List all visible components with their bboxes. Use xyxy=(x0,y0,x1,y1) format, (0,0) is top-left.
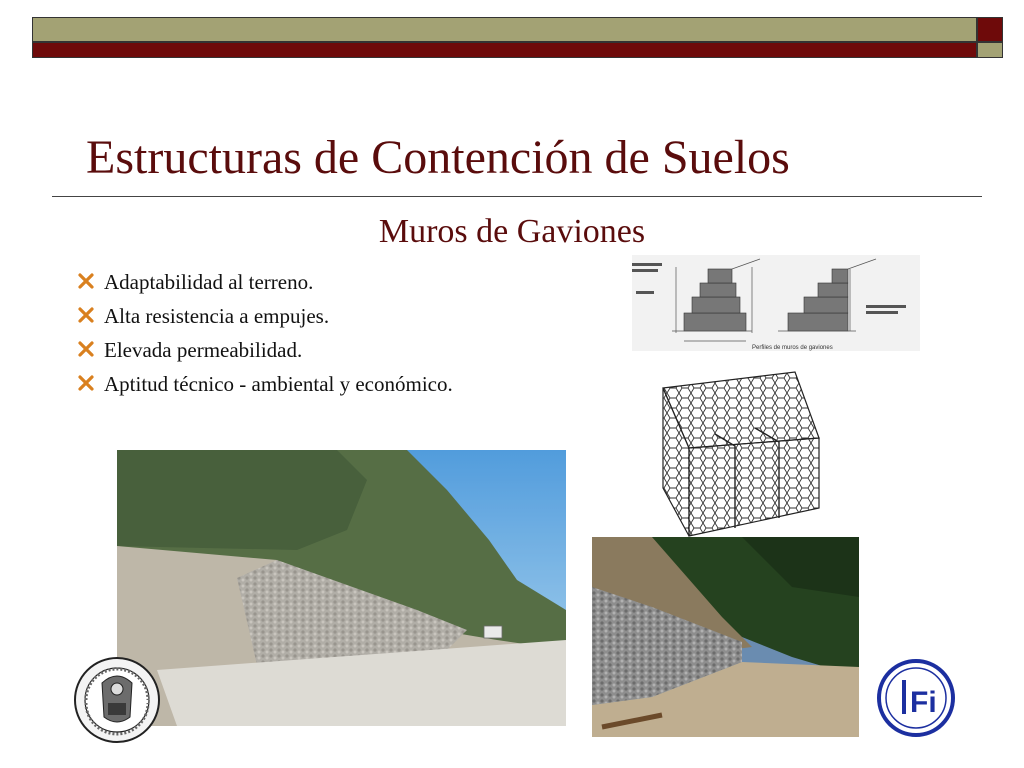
x-bullet-icon xyxy=(78,338,104,363)
header-square-red xyxy=(977,17,1003,42)
header-square-olive xyxy=(977,42,1003,58)
list-item xyxy=(78,333,453,367)
bullet-text: Alta resistencia a empujes. xyxy=(104,303,330,328)
bullet-text: Aptitud técnico - ambiental y económico. xyxy=(104,371,453,396)
x-bullet-icon xyxy=(78,270,104,295)
bullet-text: Elevada permeabilidad. xyxy=(104,337,303,362)
title-divider xyxy=(52,196,982,197)
x-bullet-icon xyxy=(78,372,104,397)
list-item xyxy=(78,367,453,401)
slide-title: Estructuras de Contención de Suelos xyxy=(86,131,790,184)
x-bullet-icon xyxy=(78,304,104,329)
university-seal-icon xyxy=(72,655,162,745)
header-bar-olive xyxy=(32,17,977,42)
gabion-wall-forest-photo xyxy=(592,537,859,737)
gabion-profile-diagram xyxy=(632,255,920,351)
fi-logo-icon xyxy=(876,658,956,738)
bullet-text: Adaptabilidad al terreno. xyxy=(104,269,314,294)
list-item xyxy=(78,299,453,333)
list-item xyxy=(78,265,453,299)
gabion-basket-illustration xyxy=(655,368,825,538)
header-bar-red xyxy=(32,42,977,58)
gabion-wall-road-photo xyxy=(117,450,566,726)
fi-logo-text: Fi xyxy=(910,686,937,719)
bullet-list xyxy=(78,265,453,401)
diagram-caption: Perfiles de muros de gaviones xyxy=(752,345,833,351)
slide-subtitle: Muros de Gaviones xyxy=(378,213,646,250)
